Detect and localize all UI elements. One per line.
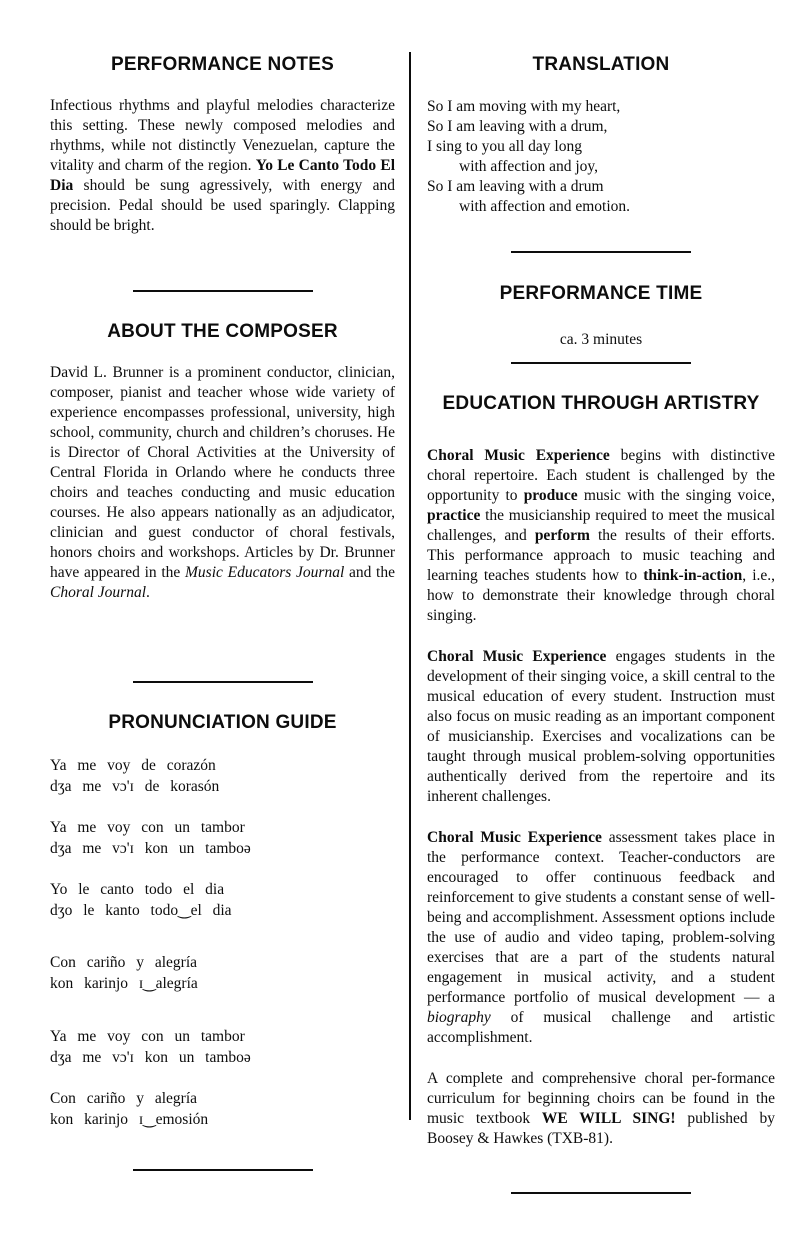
translation-line: with affection and joy, — [459, 158, 599, 175]
pronunciation-couplet — [50, 1089, 395, 1130]
education-paragraph: A complete and comprehensive choral per-formance curriculum for beginning choirs can be found in the music textbook WE WILL SING! published by Boosey & Hawkes (TXB-81). — [427, 1070, 775, 1147]
ipa-line: dʒa me vɔ'ɪ de korasón — [50, 777, 220, 795]
ipa-line: dʒa me vɔ'ɪ kon un tamboə — [50, 839, 251, 857]
lyric-line: Yo le canto todo el dia — [50, 881, 225, 898]
section-divider-rule — [133, 1169, 313, 1171]
section-divider-rule — [133, 681, 313, 683]
lyric-line: Con cariño y alegría — [50, 954, 198, 971]
translation-line: I sing to you all day long — [427, 138, 582, 155]
translation-lines — [427, 97, 775, 217]
education-artistry-title: EDUCATION THROUGH ARTISTRY — [442, 393, 760, 414]
lyric-line: Ya me voy de corazón — [50, 757, 216, 774]
education-paragraphs — [427, 446, 775, 1170]
performance-time-value: ca. 3 minutes — [559, 331, 643, 348]
translation-line: with affection and emotion. — [459, 198, 631, 215]
pronunciation-couplet — [50, 818, 395, 859]
lyric-line: Ya me voy con un tambor — [50, 819, 245, 836]
education-paragraph: Choral Music Experience begins with distinctive choral repertoire. Each student is challenged by the opportunity to produce music with the singing voice, practice the musicianship required to meet the musical challenges, and perform the results of their efforts. This performance approach to music teaching and learning teaches students how to think-in-action, i.e., how to demonstrate their knowledge through choral singing. — [427, 447, 776, 624]
translation-title: TRANSLATION — [532, 54, 670, 75]
lyric-line: Con cariño y alegría — [50, 1090, 198, 1107]
pronunciation-guide-title: PRONUNCIATION GUIDE — [108, 712, 337, 733]
ipa-line: kon karinjo ɪ‿alegría — [50, 974, 198, 992]
education-paragraph: Choral Music Experience engages students in the development of their singing voice, a skill central to the musical education of every student. Instruction must also focus on music reading as an important component of musicianship. Exercises and vocalizations can be taught through musical problem-solving opportunities authentically derived from the repertoire and its inherent challenges. — [427, 648, 775, 805]
ipa-line: kon karinjo ɪ‿emosión — [50, 1110, 209, 1128]
lyric-line: Ya me voy con un tambor — [50, 1028, 245, 1045]
section-divider-rule — [133, 290, 313, 292]
column-divider — [409, 52, 411, 1120]
translation-line: So I am leaving with a drum — [427, 178, 604, 195]
translation-line: So I am moving with my heart, — [427, 98, 621, 115]
ipa-line: dʒa me vɔ'ɪ kon un tamboə — [50, 1048, 251, 1066]
section-divider-rule — [511, 362, 691, 364]
about-composer-title: ABOUT THE COMPOSER — [107, 321, 338, 342]
pronunciation-couplets — [50, 756, 395, 1151]
pronunciation-couplet — [50, 880, 395, 921]
performance-notes-title: PERFORMANCE NOTES — [111, 54, 334, 75]
ipa-line: dʒo le kanto todo‿el dia — [50, 901, 232, 919]
section-divider-rule — [511, 1192, 691, 1194]
education-paragraph: Choral Music Experience assessment takes place in the performance context. Teacher-conductors are encouraged to offer continuous feedback and reinforcement to give students a constant sense of well-being and accomplishment. Assessment options include the use of audio and video taping, problem-solving exercises that are a part of the students natural engagement in musical activity, and a student performance portfolio of musical development — a biography of musical challenge and artistic accomplishment. — [427, 829, 775, 1046]
section-divider-rule — [511, 251, 691, 253]
pronunciation-couplet — [50, 953, 395, 994]
performance-time-title: PERFORMANCE TIME — [499, 283, 703, 304]
performance-notes-paragraph: Infectious rhythms and playful melodies characterize this setting. These newly composed melodies and rhythms, while not distinctly Venezuelan, capture the vitality and charm of the region. Yo Le Canto Todo El Dia should be sung agressively, with energy and precision. Pedal should be used sparingly. Clapping should be bright. — [50, 97, 396, 234]
about-composer-paragraph: David L. Brunner is a prominent conductor, clinician, composer, pianist and teacher whose wide variety of experience encompasses professional, university, high school, community, church and children’s choruses. He is Director of Choral Activities at the University of Central Florida in Orlando where he conducts three choirs and teaches conducting and music education courses. He also appears nationally as an adjudicator, clinician and guest conductor of choral festivals, honors choirs and workshops. Articles by Dr. Brunner have appeared in the Music Educators Journal and the Choral Journal. — [50, 364, 395, 601]
left-column — [50, 0, 395, 1258]
pronunciation-couplet — [50, 756, 395, 797]
pronunciation-couplet — [50, 1027, 395, 1068]
right-column — [427, 0, 775, 1258]
translation-line: So I am leaving with a drum, — [427, 118, 608, 135]
